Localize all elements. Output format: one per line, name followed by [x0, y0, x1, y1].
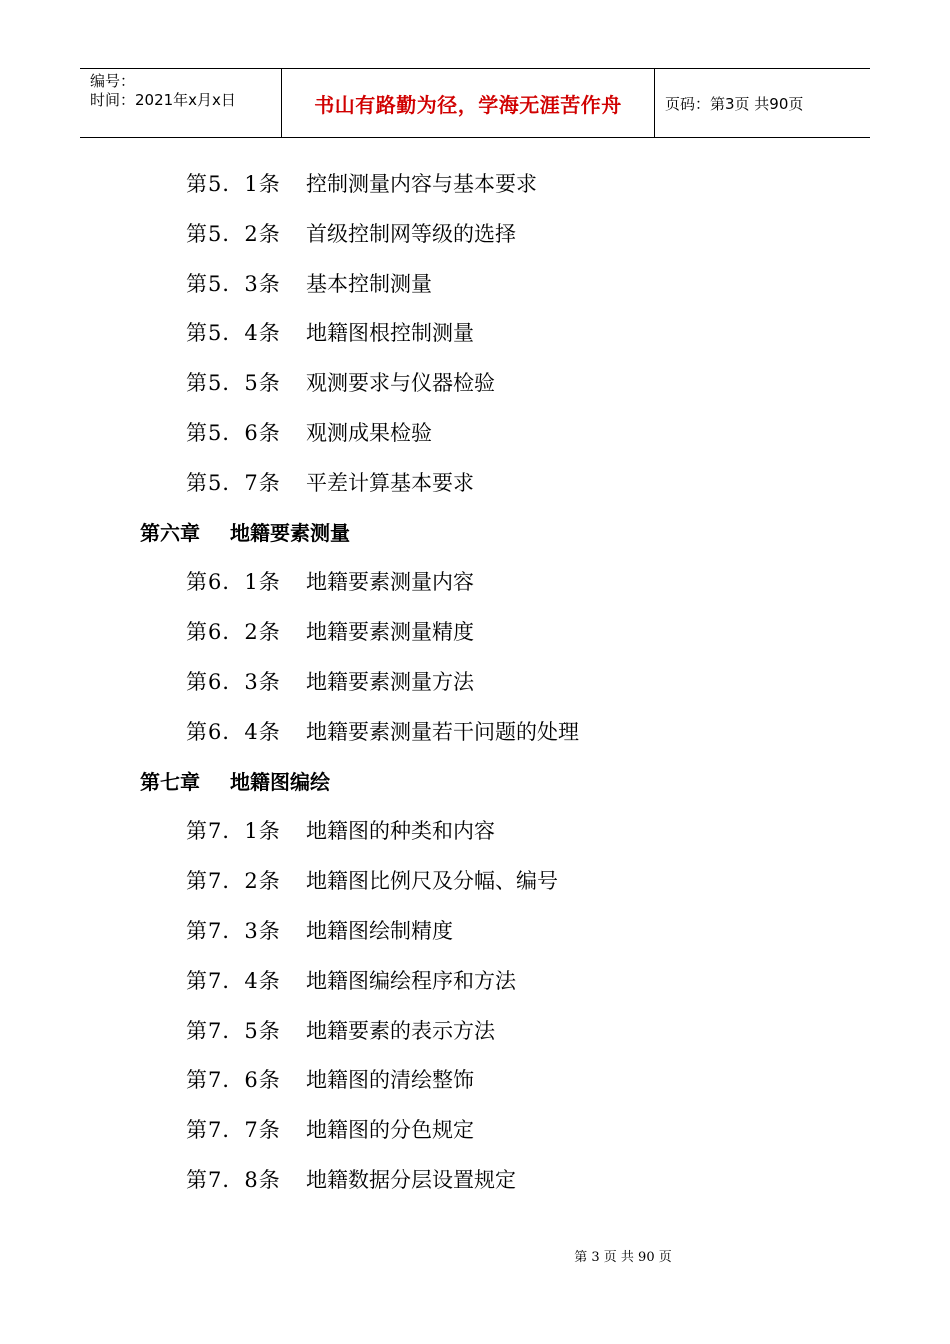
toc-item — [0, 807, 950, 857]
item-title: 地籍图的清绘整饰 — [306, 1068, 474, 1093]
toc-item — [0, 160, 950, 210]
chapter-title: 地籍图编绘 — [230, 769, 330, 794]
item-number: 第7．5条 — [186, 1018, 281, 1043]
item-title: 地籍要素测量精度 — [306, 620, 474, 645]
item-title: 地籍图的分色规定 — [306, 1118, 474, 1143]
toc-item — [0, 210, 950, 260]
table-of-contents — [0, 160, 950, 1206]
item-title: 地籍图根控制测量 — [306, 321, 474, 346]
header-meta — [80, 69, 282, 137]
item-number: 第7．6条 — [186, 1068, 281, 1093]
item-title: 地籍图绘制精度 — [306, 918, 453, 943]
toc-item — [0, 359, 950, 409]
item-number: 第5．5条 — [186, 371, 281, 396]
item-title: 控制测量内容与基本要求 — [306, 172, 537, 196]
item-title: 地籍要素的表示方法 — [306, 1018, 495, 1043]
item-title: 平差计算基本要求 — [306, 470, 474, 495]
header-motto-cell — [282, 69, 655, 137]
toc-item — [0, 608, 950, 658]
item-number: 第7．1条 — [186, 819, 281, 844]
toc-item — [0, 907, 950, 957]
item-number: 第5．3条 — [186, 271, 281, 296]
toc-item — [0, 309, 950, 359]
item-title: 地籍要素测量方法 — [306, 669, 474, 694]
item-number: 第5．7条 — [186, 470, 281, 495]
toc-item — [0, 857, 950, 907]
item-title: 观测成果检验 — [306, 420, 432, 445]
item-number: 第5．6条 — [186, 420, 281, 445]
item-title: 观测要求与仪器检验 — [306, 371, 495, 396]
header-motto: 书山有路勤为径，学海无涯苦作舟 — [314, 92, 622, 117]
item-number: 第5．1条 — [186, 172, 281, 196]
item-number: 第7．8条 — [186, 1167, 281, 1192]
toc-item — [0, 558, 950, 608]
footer-page-number: 第 3 页 共 90 页 — [574, 1250, 672, 1265]
toc-item — [0, 409, 950, 459]
item-title: 地籍数据分层设置规定 — [306, 1167, 516, 1192]
chapter-number: 第六章 — [140, 520, 200, 545]
item-title: 首级控制网等级的选择 — [306, 221, 516, 246]
toc-item — [0, 708, 950, 758]
toc-item — [0, 1056, 950, 1106]
header-page-info: 页码：第3页 共90页 — [665, 94, 804, 113]
toc-item — [0, 1106, 950, 1156]
page-footer — [0, 1246, 950, 1265]
item-number: 第7．3条 — [186, 918, 281, 943]
item-number: 第5．4条 — [186, 321, 281, 346]
item-title: 地籍要素测量若干问题的处理 — [306, 719, 579, 744]
item-title: 基本控制测量 — [306, 271, 432, 296]
chapter-title: 地籍要素测量 — [230, 520, 350, 545]
item-number: 第6．4条 — [186, 719, 281, 744]
item-number: 第6．2条 — [186, 620, 281, 645]
chapter-number: 第七章 — [140, 769, 200, 794]
item-number: 第6．1条 — [186, 570, 281, 595]
item-number: 第6．3条 — [186, 669, 281, 694]
item-number: 第7．4条 — [186, 968, 281, 993]
item-number: 第5．2条 — [186, 221, 281, 246]
toc-item — [0, 957, 950, 1007]
toc-item — [0, 1156, 950, 1206]
toc-chapter-heading — [0, 758, 950, 808]
item-title: 地籍图编绘程序和方法 — [306, 968, 516, 993]
item-title: 地籍图的种类和内容 — [306, 819, 495, 844]
item-title: 地籍图比例尺及分幅、编号 — [306, 869, 558, 894]
page-header — [80, 68, 870, 138]
toc-chapter-heading — [0, 509, 950, 559]
item-number: 第7．7条 — [186, 1118, 281, 1143]
toc-item — [0, 260, 950, 310]
toc-item — [0, 459, 950, 509]
code-label: 编号： — [90, 72, 136, 90]
toc-item — [0, 1007, 950, 1057]
toc-item — [0, 658, 950, 708]
item-title: 地籍要素测量内容 — [306, 570, 474, 595]
item-number: 第7．2条 — [186, 869, 281, 894]
time-label: 时间：2021年x月x日 — [90, 91, 236, 109]
